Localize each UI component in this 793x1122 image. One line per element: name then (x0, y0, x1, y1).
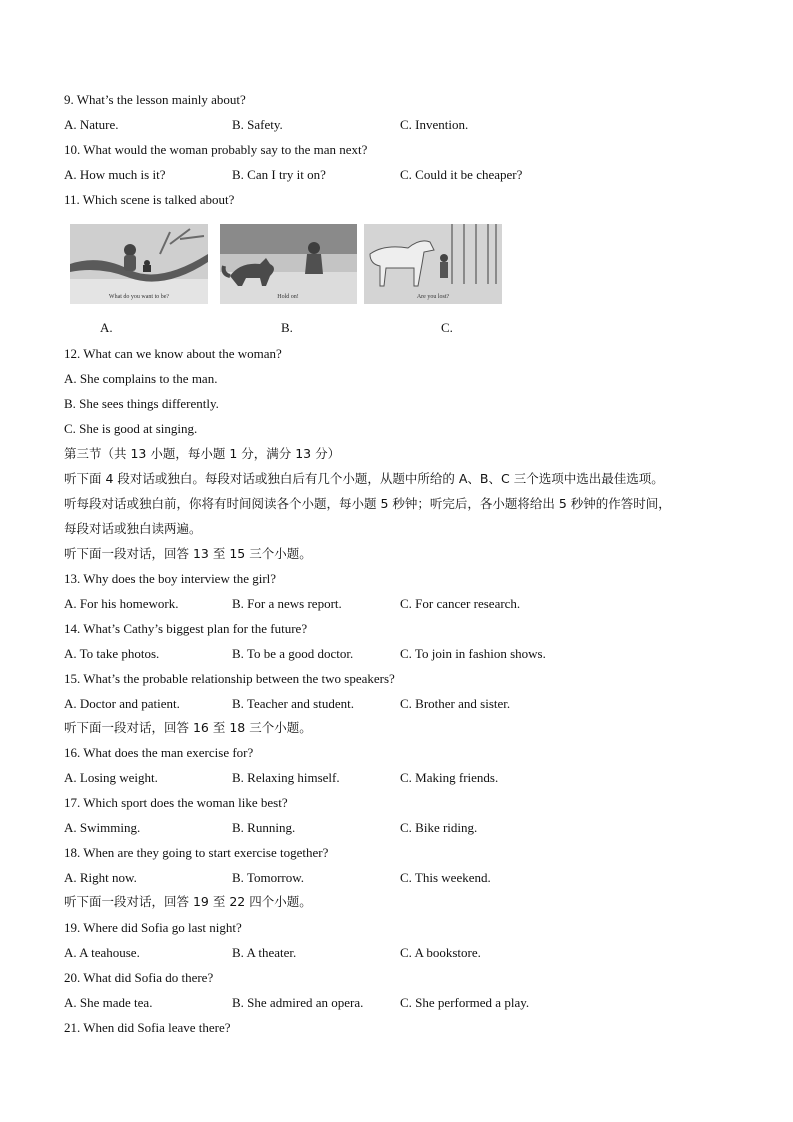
question-15-option-c: C. Brother and sister. (400, 696, 511, 711)
scene-image-a (70, 224, 208, 304)
section-3-title: 第三节（共 13 小题，每小题 1 分，满分 13 分） (64, 446, 341, 461)
scene-image-c-caption: Are you lost? (416, 294, 450, 300)
image-label-b: B. (281, 320, 293, 335)
question-18-option-c: C. This weekend. (400, 870, 491, 885)
question-19-option-a: A. A teahouse. (64, 945, 140, 960)
question-20-option-c: C. She performed a play. (400, 995, 530, 1010)
question-16-option-c: C. Making friends. (400, 770, 499, 785)
section-3-instruction-3: 每段对话或独白读两遍。 (64, 521, 202, 536)
question-12-option-c: C. She is good at singing. (64, 421, 198, 436)
question-16-option-a: A. Losing weight. (64, 770, 158, 785)
scene-image-a-caption: What do you want to be? (108, 294, 170, 300)
direction-16-18: 听下面一段对话，回答 16 至 18 三个小题。 (64, 720, 312, 735)
section-3-instruction-2: 听每段对话或独白前，你将有时间阅读各个小题，每小题 5 秒钟；听完后，各小题将给出 5 秒钟的作答时间， (64, 496, 671, 511)
scene-image-c (364, 224, 502, 304)
question-18-stem: 18. When are they going to start exercise together? (64, 845, 329, 860)
question-16-stem: 16. What does the man exercise for? (64, 745, 254, 760)
question-14-option-b: B. To be a good doctor. (232, 646, 354, 661)
question-17-stem: 17. Which sport does the woman like best? (64, 795, 288, 810)
question-10-option-a: A. How much is it? (64, 167, 166, 182)
question-13-option-c: C. For cancer research. (400, 596, 521, 611)
question-9-stem: 9. What’s the lesson mainly about? (64, 92, 246, 107)
question-20-option-b: B. She admired an opera. (232, 995, 364, 1010)
question-18-option-a: A. Right now. (64, 870, 137, 885)
image-label-a: A. (100, 320, 113, 335)
section-3-instruction-1: 听下面 4 段对话或独白。每段对话或独白后有几个小题，从题中所给的 A、B、C 三个选项中选出最佳选项。 (64, 471, 664, 486)
question-19-stem: 19. Where did Sofia go last night? (64, 920, 242, 935)
question-17-option-a: A. Swimming. (64, 820, 141, 835)
question-18-option-b: B. Tomorrow. (232, 870, 305, 885)
question-12-stem: 12. What can we know about the woman? (64, 346, 282, 361)
question-15-stem: 15. What’s the probable relationship between the two speakers? (64, 671, 395, 686)
image-label-c: C. (441, 320, 453, 335)
scene-image-b (220, 224, 357, 304)
question-14-stem: 14. What’s Cathy’s biggest plan for the future? (64, 621, 308, 636)
question-16-option-b: B. Relaxing himself. (232, 770, 340, 785)
question-13-option-b: B. For a news report. (232, 596, 342, 611)
question-10-option-b: B. Can I try it on? (232, 167, 326, 182)
question-20-option-a: A. She made tea. (64, 995, 153, 1010)
question-12-option-a: A. She complains to the man. (64, 371, 218, 386)
direction-13-15: 听下面一段对话，回答 13 至 15 三个小题。 (64, 546, 312, 561)
question-20-stem: 20. What did Sofia do there? (64, 970, 214, 985)
scene-image-b-caption: Hold on! (277, 294, 299, 300)
question-12-option-b: B. She sees things differently. (64, 396, 219, 411)
question-13-stem: 13. Why does the boy interview the girl? (64, 571, 277, 586)
question-21-stem: 21. When did Sofia leave there? (64, 1020, 231, 1035)
direction-19-22: 听下面一段对话，回答 19 至 22 四个小题。 (64, 894, 312, 909)
question-11-stem: 11. Which scene is talked about? (64, 192, 235, 207)
question-9-option-c: C. Invention. (400, 117, 469, 132)
question-15-option-a: A. Doctor and patient. (64, 696, 180, 711)
question-17-option-c: C. Bike riding. (400, 820, 478, 835)
question-19-option-b: B. A theater. (232, 945, 297, 960)
question-14-option-a: A. To take photos. (64, 646, 160, 661)
question-10-option-c: C. Could it be cheaper? (400, 167, 523, 182)
question-15-option-b: B. Teacher and student. (232, 696, 354, 711)
question-9-option-b: B. Safety. (232, 117, 283, 132)
question-14-option-c: C. To join in fashion shows. (400, 646, 546, 661)
question-9-option-a: A. Nature. (64, 117, 119, 132)
question-19-option-c: C. A bookstore. (400, 945, 481, 960)
question-13-option-a: A. For his homework. (64, 596, 179, 611)
question-17-option-b: B. Running. (232, 820, 296, 835)
question-10-stem: 10. What would the woman probably say to the man next? (64, 142, 368, 157)
